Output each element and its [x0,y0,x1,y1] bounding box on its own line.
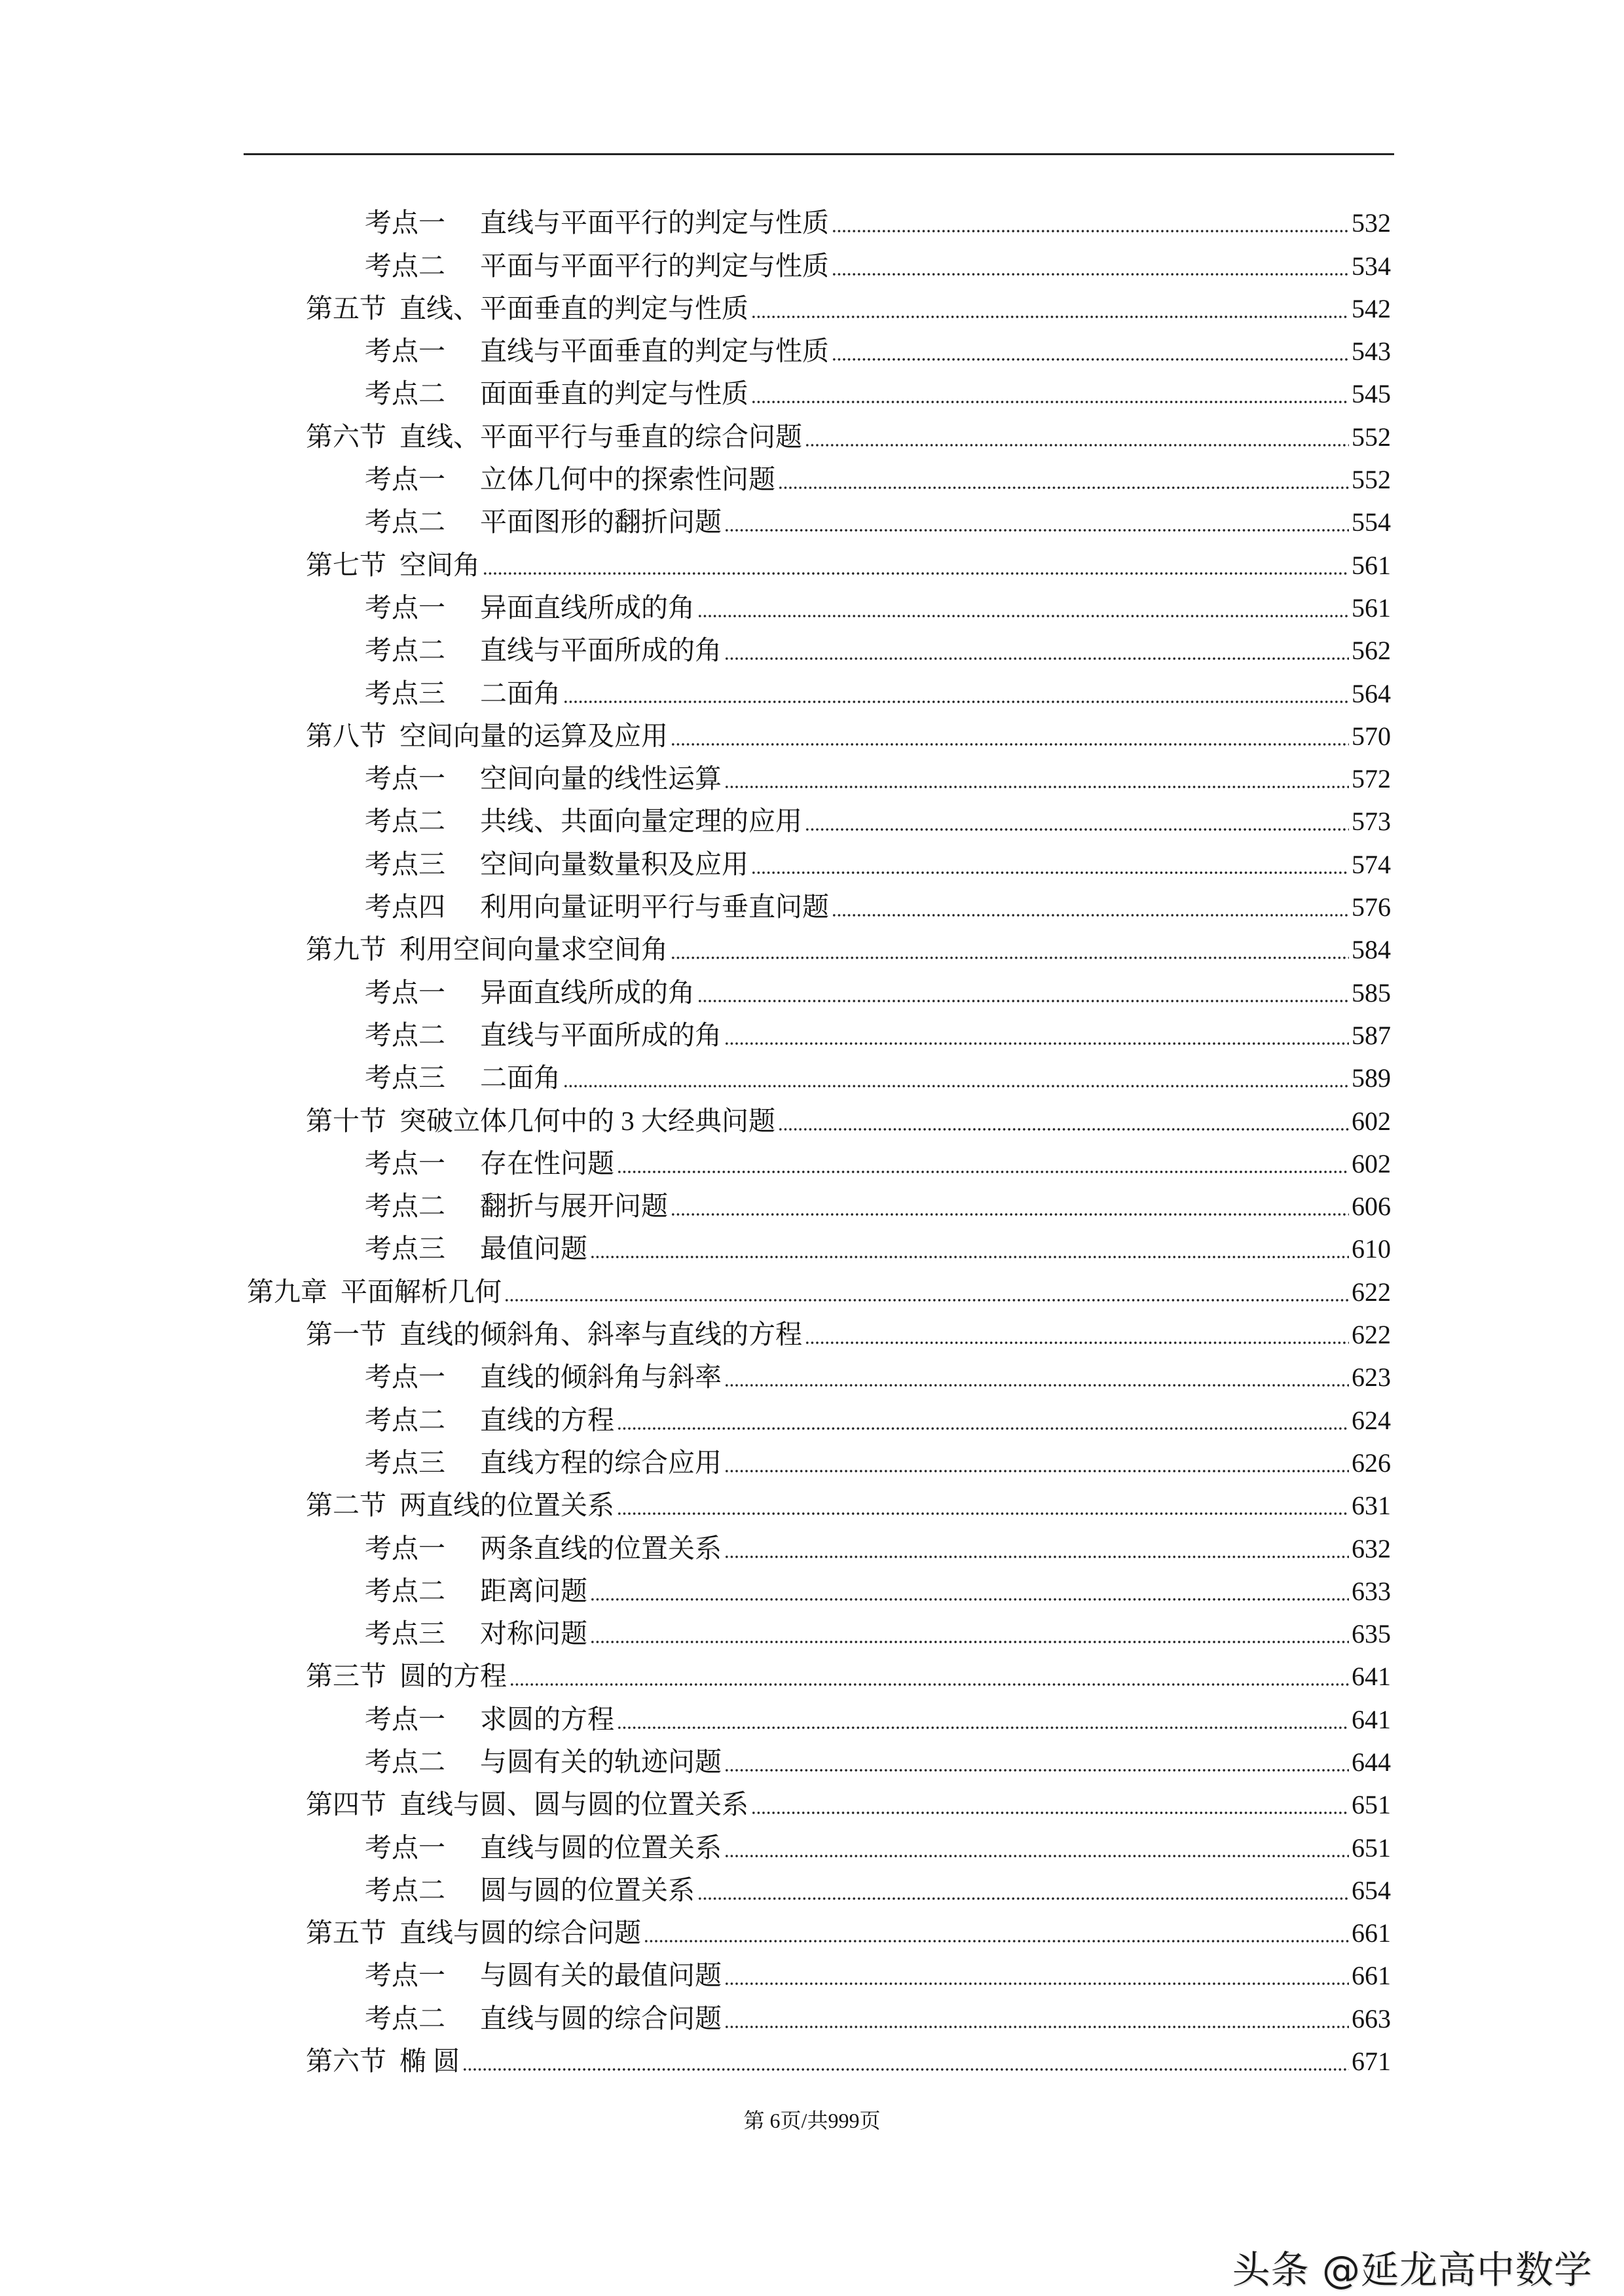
dot-leader [671,742,1349,746]
toc-point-entry[interactable] [0,1824,1624,1867]
toc-entry-prefix: 考点一 [365,1832,445,1863]
toc-entry-prefix: 考点三 [365,1233,445,1264]
toc-section-entry[interactable] [0,1653,1624,1696]
toc-entry-page: 641 [1352,1704,1391,1734]
toc-section-entry[interactable] [0,285,1624,328]
toc-entry-prefix: 考点三 [365,848,445,879]
toc-entry-prefix: 考点一 [365,464,445,495]
toc-entry-title: 直线与圆的综合问题 [480,2003,722,2033]
toc-entry-title: 异面直线所成的角 [480,977,695,1008]
toc-entry-page: 663 [1352,2003,1391,2033]
toc-entry-page: 624 [1352,1405,1391,1435]
toc-section-entry[interactable] [0,1910,1624,1952]
toc-point-entry[interactable] [0,1525,1624,1567]
toc-entry-title: 面面垂直的判定与性质 [480,378,748,409]
toc-entry-content [365,1533,1391,1564]
toc-entry-prefix: 考点二 [365,1874,445,1905]
toc-entry-prefix: 考点一 [365,1704,445,1734]
toc-entry-content [365,763,1391,794]
toc-entry-prefix: 第九章 [247,1276,327,1307]
toc-entry-title: 圆与圆的位置关系 [480,1874,695,1905]
toc-entry-page: 562 [1352,636,1391,666]
toc-entry-title: 两条直线的位置关系 [480,1533,722,1563]
toc-entry-content [365,1832,1391,1863]
toc-entry-title: 存在性问题 [480,1148,614,1178]
toc-entry-prefix: 第六节 [306,2046,386,2077]
toc-entry-prefix: 考点三 [365,1447,445,1478]
toc-entry-page: 651 [1352,1790,1391,1820]
toc-entry-page: 570 [1352,721,1391,751]
toc-entry-content [306,550,1391,581]
toc-point-entry[interactable] [0,1396,1624,1439]
dot-leader [504,1298,1349,1302]
toc-section-entry[interactable] [0,1482,1624,1525]
toc-point-entry[interactable] [0,798,1624,841]
toc-entry-page: 574 [1352,849,1391,879]
toc-entry-page: 602 [1352,1106,1391,1136]
toc-point-entry[interactable] [0,1867,1624,1910]
toc-entry-page: 654 [1352,1875,1391,1905]
dot-leader [644,1939,1349,1943]
toc-entry-content [365,378,1391,409]
toc-entry-content [365,1747,1391,1777]
toc-entry-page: 587 [1352,1020,1391,1050]
toc-entry-content [365,1960,1391,1991]
toc-entry-content [365,1233,1391,1264]
toc-entry-content [365,464,1391,495]
dot-leader [483,572,1349,575]
dot-leader [724,1768,1349,1772]
toc-entry-page: 661 [1352,1918,1391,1948]
toc-entry-content [365,1148,1391,1179]
dot-leader [805,443,1349,447]
dot-leader [805,1341,1349,1345]
toc-entry-content [306,293,1391,324]
toc-entry-prefix: 考点二 [365,378,445,409]
toc-section-entry[interactable] [0,1097,1624,1140]
dot-leader [509,1683,1349,1686]
toc-section-entry[interactable] [0,713,1624,756]
dot-leader [832,272,1349,276]
toc-entry-page: 641 [1352,1662,1391,1692]
toc-entry-title: 直线与平面垂直的判定与性质 [480,336,829,367]
toc-entry-title: 利用空间向量求空间角 [399,934,668,965]
toc-point-entry[interactable] [0,1611,1624,1653]
toc-entry-content [306,1918,1391,1948]
toc-entry-title: 空间向量数量积及应用 [480,848,748,879]
dot-leader [832,357,1349,361]
dot-leader [617,1427,1349,1430]
toc-entry-prefix: 考点二 [365,806,445,837]
toc-entry-prefix: 考点二 [365,250,445,281]
dot-leader [724,785,1349,789]
toc-entry-title: 圆的方程 [399,1661,507,1692]
toc-point-entry[interactable] [0,841,1624,883]
dot-leader [617,1726,1349,1730]
toc-entry-content [306,1490,1391,1521]
toc-entry-prefix: 第六节 [306,421,386,452]
toc-point-entry[interactable] [0,499,1624,541]
dot-leader [724,1555,1349,1559]
dot-leader [724,657,1349,661]
toc-point-entry[interactable] [0,200,1624,242]
dot-leader [671,956,1349,960]
dot-leader [724,1042,1349,1046]
toc-entry-title: 椭 圆 [399,2046,460,2077]
toc-entry-prefix: 考点一 [365,1362,445,1393]
dot-leader [778,1127,1349,1131]
toc-entry-title: 立体几何中的探索性问题 [480,464,775,495]
dot-leader [805,828,1349,831]
toc-entry-prefix: 第九节 [306,934,386,965]
toc-entry-content [306,1319,1391,1350]
toc-entry-page: 622 [1352,1277,1391,1307]
toc-entry-content [365,1191,1391,1222]
dot-leader [617,1170,1349,1174]
toc-entry-title: 直线与平面所成的角 [480,635,722,666]
toc-point-entry[interactable] [0,1354,1624,1396]
toc-entry-content [306,422,1391,452]
toc-point-entry[interactable] [0,1995,1624,2037]
toc-chapter-entry[interactable] [0,1268,1624,1311]
toc-entry-page: 585 [1352,977,1391,1008]
toc-entry-page: 584 [1352,935,1391,965]
toc-entry-page: 633 [1352,1576,1391,1606]
toc-entry-page: 543 [1352,337,1391,367]
toc-entry-prefix: 考点三 [365,678,445,708]
toc-point-entry[interactable] [0,456,1624,499]
toc-entry-title: 两直线的位置关系 [399,1490,614,1521]
toc-entry-page: 610 [1352,1234,1391,1264]
toc-entry-prefix: 考点一 [365,336,445,367]
toc-entry-title: 直线的倾斜角、斜率与直线的方程 [399,1319,802,1350]
toc-point-entry[interactable] [0,585,1624,627]
toc-entry-page: 631 [1352,1491,1391,1521]
toc-entry-content [365,892,1391,922]
toc-entry-content [365,208,1391,238]
toc-entry-page: 561 [1352,592,1391,623]
toc-entry-page: 554 [1352,507,1391,538]
toc-entry-page: 573 [1352,807,1391,837]
toc-entry-prefix: 考点四 [365,892,445,922]
toc-entry-prefix: 考点一 [365,977,445,1008]
page-number-footer: 第 6页/共999页 [743,2109,881,2132]
toc-entry-page: 542 [1352,293,1391,323]
toc-entry-page: 561 [1352,550,1391,580]
toc-entry-title: 平面解析几何 [341,1276,502,1307]
toc-entry-title: 空间向量的运算及应用 [399,720,668,751]
dot-leader [671,1212,1349,1216]
toc-entry-content [306,1661,1391,1692]
toc-entry-page: 564 [1352,678,1391,708]
toc-entry-content [365,1063,1391,1093]
toc-entry-content [365,251,1391,282]
toc-point-entry[interactable] [0,1226,1624,1268]
dot-leader [697,614,1349,618]
toc-entry-title: 直线与圆的位置关系 [480,1832,722,1863]
toc-entry-content [365,1576,1391,1607]
toc-entry-title: 空间角 [399,549,480,580]
toc-point-entry[interactable] [0,328,1624,371]
toc-point-entry[interactable] [0,1568,1624,1611]
dot-leader [590,1640,1349,1644]
toc-entry-title: 空间向量的线性运算 [480,763,722,794]
toc-entry-content [365,336,1391,367]
toc-point-entry[interactable] [0,1440,1624,1482]
toc-entry-title: 直线、平面平行与垂直的综合问题 [399,421,802,452]
dot-leader [724,1383,1349,1387]
toc-entry-title: 直线与平面平行的判定与性质 [480,208,829,238]
dot-leader [832,229,1349,233]
dot-leader [724,528,1349,532]
toc-entry-title: 求圆的方程 [480,1704,614,1734]
toc-entry-title: 异面直线所成的角 [480,592,695,623]
toc-entry-content [365,2003,1391,2034]
toc-entry-title: 平面与平面平行的判定与性质 [480,250,829,281]
toc-entry-page: 635 [1352,1619,1391,1649]
dot-leader [563,700,1349,704]
toc-entry-title: 直线方程的综合应用 [480,1447,722,1478]
toc-entry-prefix: 考点二 [365,1746,445,1777]
toc-entry-prefix: 考点二 [365,635,445,666]
toc-entry-content [306,934,1391,965]
toc-entry-page: 532 [1352,208,1391,238]
toc-entry-page: 622 [1352,1320,1391,1350]
toc-entry-title: 距离问题 [480,1575,587,1606]
toc-entry-title: 直线与圆、圆与圆的位置关系 [399,1789,748,1820]
toc-entry-page: 602 [1352,1148,1391,1178]
toc-entry-title: 平面图形的翻折问题 [480,507,722,538]
toc-entry-page: 651 [1352,1832,1391,1863]
toc-entry-title: 二面角 [480,1063,561,1093]
toc-point-entry[interactable] [0,884,1624,926]
toc-entry-page: 576 [1352,892,1391,922]
toc-entry-content [365,1020,1391,1051]
toc-entry-content [306,2046,1391,2077]
toc-section-entry[interactable] [0,2038,1624,2081]
toc-entry-prefix: 考点一 [365,208,445,238]
dot-leader [751,871,1349,875]
toc-entry-prefix: 考点二 [365,2003,445,2033]
toc-entry-content [365,1405,1391,1436]
toc-entry-prefix: 第五节 [306,293,386,323]
toc-entry-page: 606 [1352,1192,1391,1222]
toc-entry-prefix: 第一节 [306,1319,386,1350]
toc-point-entry[interactable] [0,756,1624,798]
table-of-contents [0,200,1624,2081]
toc-section-entry[interactable] [0,541,1624,584]
dot-leader [563,1084,1349,1088]
toc-point-entry[interactable] [0,1055,1624,1097]
toc-entry-title: 突破立体几何中的 3 大经典问题 [399,1105,775,1136]
toc-entry-prefix: 考点一 [365,763,445,794]
dot-leader [751,315,1349,319]
dot-leader [697,999,1349,1003]
toc-entry-prefix: 第三节 [306,1661,386,1692]
toc-entry-title: 与圆有关的最值问题 [480,1960,722,1991]
toc-entry-content [247,1277,1391,1307]
toc-entry-content [365,678,1391,709]
dot-leader [751,400,1349,404]
dot-leader [832,913,1349,917]
toc-entry-content [306,721,1391,752]
dot-leader [778,486,1349,490]
toc-entry-content [365,1618,1391,1649]
toc-entry-prefix: 考点二 [365,1019,445,1050]
dot-leader [724,1982,1349,1986]
toc-entry-content [365,806,1391,837]
toc-point-entry[interactable] [0,1140,1624,1183]
toc-point-entry[interactable] [0,627,1624,670]
toc-entry-content [365,849,1391,880]
toc-section-entry[interactable] [0,1311,1624,1354]
toc-entry-content [365,507,1391,538]
header-rule [244,153,1394,155]
dot-leader [751,1811,1349,1815]
toc-entry-content [365,977,1391,1008]
toc-entry-prefix: 第二节 [306,1490,386,1521]
toc-entry-title: 直线与圆的综合问题 [399,1918,641,1948]
dot-leader [724,1854,1349,1858]
toc-point-entry[interactable] [0,670,1624,712]
toc-entry-page: 552 [1352,422,1391,452]
dot-leader [590,1597,1349,1601]
toc-entry-page: 545 [1352,379,1391,409]
toc-entry-prefix: 考点三 [365,1063,445,1093]
toc-point-entry[interactable] [0,371,1624,413]
toc-point-entry[interactable] [0,1012,1624,1055]
toc-entry-title: 利用向量证明平行与垂直问题 [480,892,829,922]
toc-entry-title: 二面角 [480,678,561,708]
toc-entry-prefix: 考点一 [365,1960,445,1991]
toc-entry-page: 552 [1352,465,1391,495]
toc-entry-prefix: 考点三 [365,1618,445,1649]
toc-entry-content [365,1704,1391,1735]
toc-entry-prefix: 考点二 [365,1575,445,1606]
dot-leader [724,1469,1349,1473]
toc-entry-title: 直线的方程 [480,1404,614,1435]
toc-entry-page: 671 [1352,2047,1391,2077]
toc-entry-prefix: 第十节 [306,1105,386,1136]
toc-entry-prefix: 考点二 [365,1404,445,1435]
toc-entry-content [306,1106,1391,1137]
toc-entry-prefix: 第七节 [306,549,386,580]
toc-entry-content [306,1789,1391,1820]
toc-entry-prefix: 第八节 [306,720,386,751]
toc-point-entry[interactable] [0,1739,1624,1781]
toc-entry-prefix: 第五节 [306,1918,386,1948]
toc-entry-page: 589 [1352,1063,1391,1093]
dot-leader [724,2025,1349,2029]
toc-point-entry[interactable] [0,969,1624,1011]
toc-entry-title: 共线、共面向量定理的应用 [480,806,802,837]
toc-entry-title: 直线、平面垂直的判定与性质 [399,293,748,323]
toc-entry-title: 直线的倾斜角与斜率 [480,1362,722,1393]
toc-entry-prefix: 考点一 [365,1148,445,1178]
toc-entry-page: 623 [1352,1362,1391,1393]
toc-entry-prefix: 考点二 [365,507,445,538]
toc-section-entry[interactable] [0,1781,1624,1824]
toc-entry-title: 与圆有关的轨迹问题 [480,1746,722,1777]
toc-entry-page: 632 [1352,1533,1391,1563]
toc-entry-page: 572 [1352,764,1391,794]
dot-leader [617,1512,1349,1516]
toc-entry-page: 661 [1352,1961,1391,1991]
toc-entry-title: 直线与平面所成的角 [480,1019,722,1050]
toc-entry-prefix: 考点二 [365,1191,445,1222]
toc-point-entry[interactable] [0,1952,1624,1995]
toc-entry-title: 翻折与展开问题 [480,1191,668,1222]
toc-entry-content [365,635,1391,666]
toc-point-entry[interactable] [0,242,1624,285]
dot-leader [590,1255,1349,1259]
toc-entry-prefix: 考点一 [365,1533,445,1563]
toc-entry-title: 最值问题 [480,1233,587,1264]
toc-entry-prefix: 第四节 [306,1789,386,1820]
toc-section-entry[interactable] [0,413,1624,456]
toc-entry-prefix: 考点一 [365,592,445,623]
toc-point-entry[interactable] [0,1183,1624,1226]
toc-entry-content [365,1448,1391,1478]
toc-entry-page: 626 [1352,1448,1391,1478]
toc-entry-content [365,1875,1391,1906]
toc-entry-page: 644 [1352,1747,1391,1777]
toc-point-entry[interactable] [0,1696,1624,1738]
toc-entry-content [365,592,1391,623]
toc-section-entry[interactable] [0,926,1624,969]
dot-leader [462,2068,1349,2071]
toc-entry-page: 534 [1352,251,1391,281]
toc-entry-title: 对称问题 [480,1618,587,1649]
dot-leader [697,1897,1349,1901]
watermark: 头条 @延龙高中数学 [1232,2248,1593,2292]
toc-entry-content [365,1362,1391,1393]
